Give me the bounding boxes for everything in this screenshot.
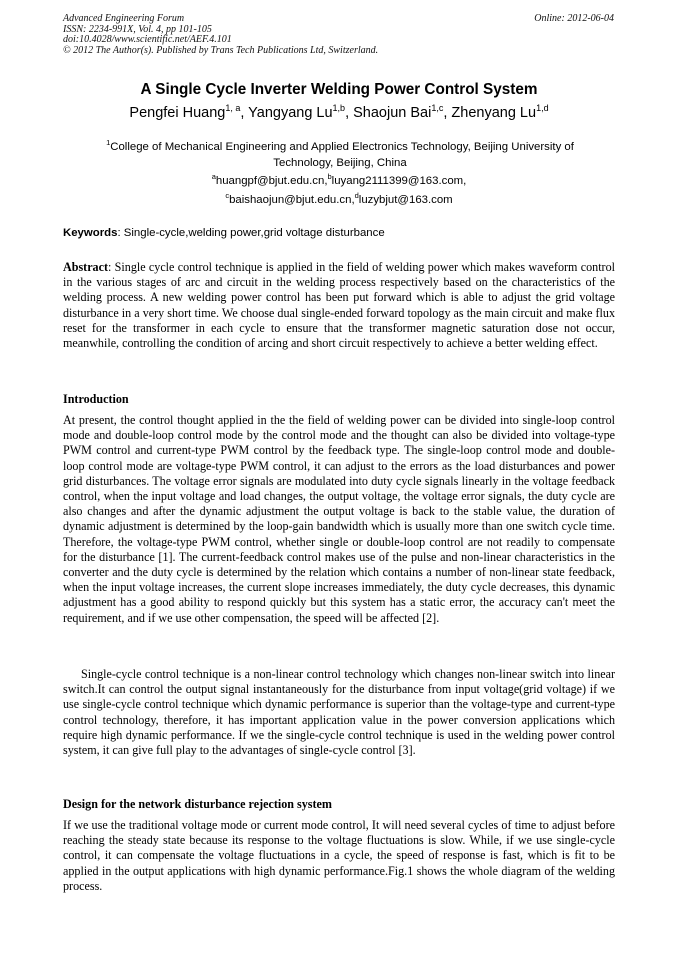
author-list xyxy=(0,103,678,121)
journal-name: Advanced Engineering Forum xyxy=(63,13,185,24)
abstract xyxy=(63,260,615,351)
author-name: Zhenyang Lu xyxy=(451,105,537,121)
author-separator: , xyxy=(345,105,354,121)
paragraph: Single-cycle control technique is a non-linear control technology which changes non-linear switch into linear switch.It can control the output signal instantaneously for the disturbance from input voltage(grid voltage) if we use single-cycle control technique which dynamic performance is superior than the voltage-type and current-type control technology, therefore, it has important application value in the power conversion applications which require high dynamic performance. If we the single-cycle control technique is used in the welding power control system, it can give full play to the advantages of single-cycle control [3]. xyxy=(63,667,615,758)
email-line-1 xyxy=(0,172,678,187)
section-heading-introduction: Introduction xyxy=(63,392,129,406)
paper-title: A Single Cycle Inverter Welding Power Control System xyxy=(140,81,538,98)
section-heading-design: Design for the network disturbance rejection system xyxy=(63,797,332,811)
copyright-line: © 2012 The Author(s). Published by Trans Tech Publications Ltd, Switzerland. xyxy=(63,44,379,56)
keywords-text: : Single-cycle,welding power,grid voltage disturbance xyxy=(117,227,385,239)
author-affil-sup: 1, a xyxy=(225,103,241,113)
abstract-label: Abstract xyxy=(63,260,109,274)
author-affil-sup: 1,c xyxy=(431,103,444,113)
email-address[interactable]: huangpf@bjut.edu.cn, xyxy=(215,175,328,187)
paragraph: If we use the traditional voltage mode or current mode control, It will need several cycles of time to adjust before reaching the steady state because its response to the voltage fluctuations is slow. While, if we use single-cycle control, it can compensate the voltage fluctuations in a cycle, the speed of response is fast, which is fit to be applied in the output applications with high dynamic performance.Fig.1 shows the whole diagram of the welding process. xyxy=(63,818,615,893)
running-header xyxy=(63,14,378,56)
affiliation-sup: 1 xyxy=(106,138,111,147)
author-separator: , xyxy=(443,105,452,121)
affiliation xyxy=(75,135,605,171)
author-separator: , xyxy=(240,105,249,121)
email-address[interactable]: luzybjut@163.com xyxy=(358,194,453,206)
affiliation-text: College of Mechanical Engineering and Applied Electronics Technology, Beijing University of Technology, Beijing, China xyxy=(110,141,574,169)
author-name: Yangyang Lu xyxy=(248,105,333,121)
doi-line: doi:10.4028/www.scientific.net/AEF.4.101 xyxy=(63,34,232,45)
author-name: Pengfei Huang xyxy=(129,105,226,121)
email-address[interactable]: baishaojun@bjut.edu.cn, xyxy=(229,194,355,206)
issn-line: ISSN: 2234-991X, Vol. 4, pp 101-105 xyxy=(63,23,212,35)
keywords-label: Keywords xyxy=(63,227,118,239)
online-date: Online: 2012-06-04 xyxy=(534,13,614,24)
email-sup: a xyxy=(211,172,216,181)
author-affil-sup: 1,d xyxy=(536,103,549,113)
abstract-text: : Single cycle control technique is applied in the field of welding power which makes waveform control in the various stages of arc and circuit in the welding process respectively based on the characteristics of the welding process. A new welding power control has been put forward which is able to adjust the grid voltage disturbance in a very short time. We choose dual single-ended forward topology as the main circuit and make flux reset for the transformer in each cycle to ensure that the transformer magnetic saturation dose not occur, meanwhile, controlling the condition of arcing and short circuit respectively to achieve a better welding effect. xyxy=(63,260,615,351)
email-sup: d xyxy=(354,191,359,200)
email-sup: c xyxy=(225,191,230,200)
email-line-2 xyxy=(0,191,678,206)
paragraph: At present, the control thought applied in the the field of welding power can be divided into single-loop control mode and double-loop control mode by the control mode and the thought can also be divided into voltage-type PWM control and current-type PWM control by the feedback type. The single-loop control mode and double-loop control mode are voltage-type PWM control, it can adjust to the errors as the load disturbances and power grid disturbances. The voltage error signals are modulated into duty cycle signals linearly in the voltage feedback control, when the input voltage and load changes, the output voltage, the voltage error signals, the duty cycle are also changes and after the dynamic adjustment the output voltage is back to the stable value, the duration of dynamic adjustment is determined by the loop-gain bandwidth which is usually more than one switch cycle time. Therefore, the voltage-type PWM control, whether single or double-loop control are not readily to compensate for the disturbance [1]. The current-feedback control makes use of the pulse and non-linear characteristics in the converter and the duty cycle is determined by the relation which contains a number of non-linear state feedback, when the input voltage increases, the current slope increases immediately, the duty cycle decreases, this dynamic adjustment has a good ability to respond quickly but this system has a static error, the accuracy can't meet the requirement, and if we use other compensation, the speed will be affected [2]. xyxy=(63,413,615,625)
keywords xyxy=(63,227,385,239)
author-affil-sup: 1,b xyxy=(332,103,346,113)
author-name: Shaojun Bai xyxy=(353,105,432,121)
email-sup: b xyxy=(327,172,332,181)
email-address[interactable]: luyang2111399@163.com, xyxy=(331,175,467,187)
